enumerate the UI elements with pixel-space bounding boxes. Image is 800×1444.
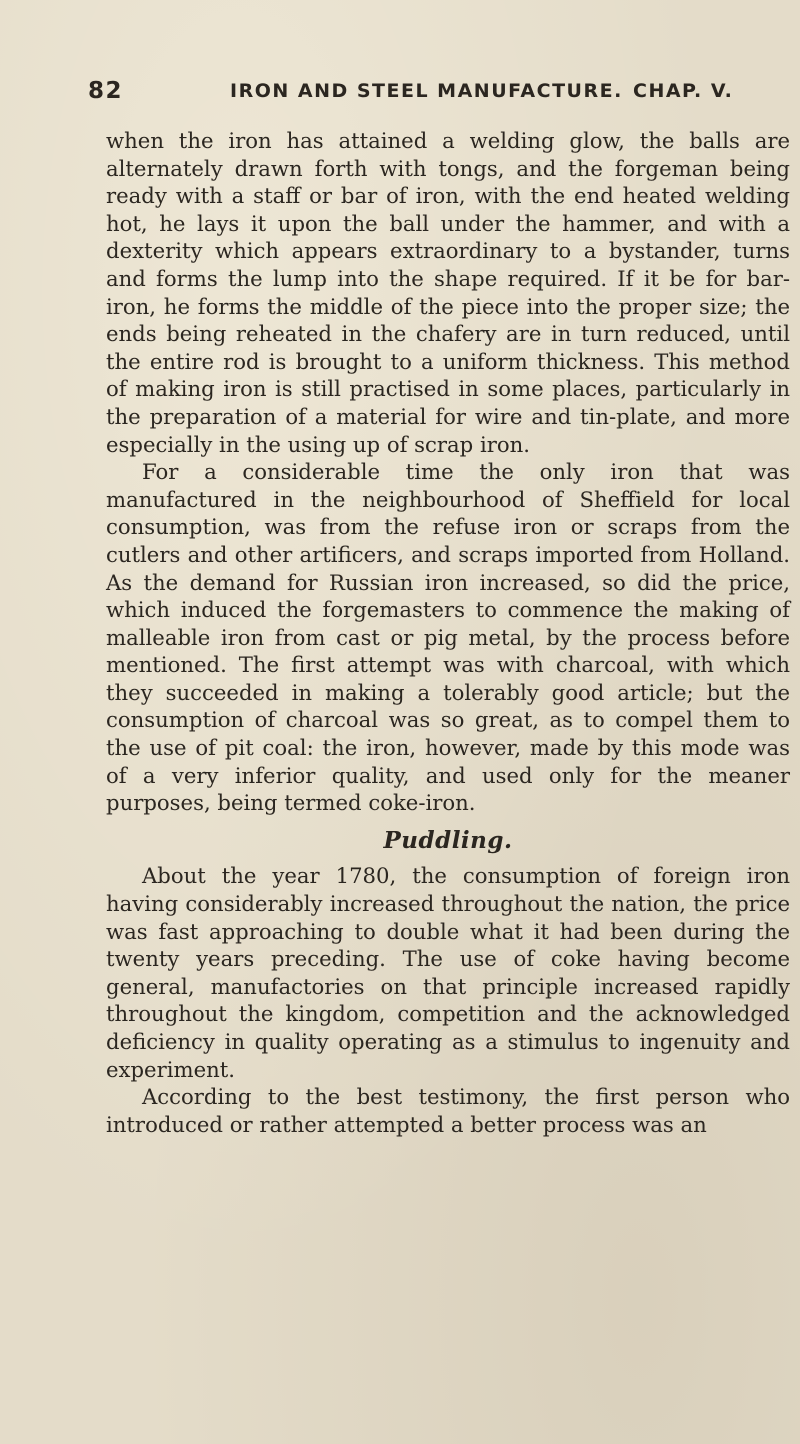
page-number: 82 [88, 78, 124, 104]
running-head [88, 78, 788, 112]
paragraph-testimony: According to the best testimony, the first person who introduced or rather attempted a better process was an [106, 1084, 790, 1137]
paragraph-year-1780: About the year 1780, the consumption of foreign iron having considerably increased throughout the nation, the price was fast approaching to double what it had been during the twenty years preceding. The use of coke having become general, manufactories on that principle increased rapidly throughout the kingdom, competition and the acknowledged deficiency in quality operating as a stimulus to ingenuity and experiment. [106, 863, 790, 1082]
paragraph-continued: when the iron has attained a welding glow, the balls are alternately drawn forth with tongs, and the forgeman being ready with a staff or bar of iron, with the end heated welding hot, he lays it upon the ball under the hammer, and with a dexterity which appears extraordinary to a bystander, turns and forms the lump into the shape required. If it be for bar-iron, he forms the middle of the piece into the proper size; the ends being reheated in the chafery are in turn reduced, until the entire rod is brought to a uniform thickness. This method of making iron is still practised in some places, particularly in the preparation of a material for wire and tin-plate, and more especially in the using up of scrap iron. [106, 128, 790, 457]
paragraph-sheffield: For a considerable time the only iron that was manufactured in the neighbourhood of Sheffield for local consumption, was from the refuse iron or scraps from the cutlers and other artificers, and scraps imported from Holland. As the demand for Russian iron increased, so did the price, which induced the forgemasters to commence the making of malleable iron from cast or pig metal, by the process before mentioned. The first attempt was with charcoal, with which they succeeded in making a tolerably good article; but the consumption of charcoal was so great, as to compel them to the use of pit coal: the iron, however, made by this mode was of a very inferior quality, and used only for the meaner purposes, being termed coke-iron. [106, 459, 790, 816]
book-title: IRON AND STEEL MANUFACTURE. [230, 80, 623, 102]
section-heading: Puddling. [383, 826, 513, 854]
body-text [106, 127, 790, 1138]
chapter-reference: CHAP. V. [633, 80, 734, 102]
